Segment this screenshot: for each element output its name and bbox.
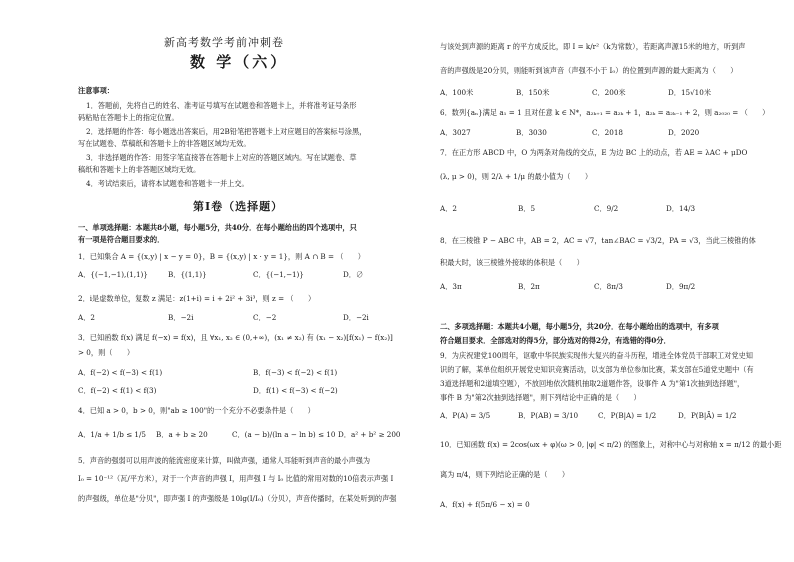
option-a[interactable]: A．{(−1,−1),(1,1)} [78,270,148,279]
question-2-options [78,313,403,323]
question-2: 2．i是虚数单位，复数 z 满足：z(1+i) = i + 2i² + 3i³，则 z = （ ） [78,294,316,303]
question-4: 4．已知 a > 0，b > 0，则"ab ≥ 100"的一个充分不必要条件是（ ） [78,406,315,415]
question-9: 9．为庆祝建党100周年，讴歌中华民族实现伟大复兴的奋斗历程，增进全体党员干部职工对党史知 [440,351,753,360]
option-a[interactable]: A．f(−2) < f(−3) < f(1) [78,368,163,377]
option-a[interactable]: A．2 [440,204,457,213]
notes-header: 注意事项： [78,86,114,95]
option-a[interactable]: A．100米 [440,88,474,97]
question-5-options [440,88,758,98]
option-b[interactable]: B．a + b ≥ 20 [156,430,208,439]
question-3-options [78,386,408,396]
section1-instructions: 有一项是符合题目要求的． [78,235,165,244]
question-6: 6．数列{aₙ}满足 a₁ = 1 且对任意 k ∈ N*，a₂ₖ₊₁ = a₂ₖ + 1，a₂ₖ = a₂ₖ₋₁ + 2，则 a₂₀₂₀ = （ ） [440,108,770,117]
question-8-options [440,282,742,292]
option-b[interactable]: B．−2i [168,313,194,322]
option-c[interactable]: C．f(−2) < f(1) < f(3) [78,386,157,395]
option-d[interactable]: D．f(1) < f(−3) < f(−2) [253,386,338,395]
question-5: I₀ = 10⁻¹²（瓦/平方米），对于一个声音的声强 I，用声强 I 与 I₀ 比值的常用对数的10倍表示声强 I [78,474,394,483]
option-c[interactable]: C．8π/3 [594,282,623,291]
question-1: 1．已知集合 A = {(x,y) | x − y = 0}，B = {(x,y) | x · y = 1}，则 A ∩ B = （ ） [78,252,365,261]
option-b[interactable]: B．5 [518,204,536,213]
option-c[interactable]: C．9/2 [594,204,619,213]
question-5: 5．声音的强弱可以用声波的能流密度来计算，叫做声强，通常人耳能听到声音的最小声强为 [78,456,371,465]
section2-instructions: 二、多项选择题：本题共4小题，每小题5分，共20分．在每小题给出的选项中，有多项 [440,322,719,331]
option-a[interactable]: A．P(A) = 3/5 [440,411,491,420]
question-6-options [440,128,744,138]
note-line: 写在试题卷、草稿纸和答题卡上的非答题区域均无效。 [78,139,251,148]
option-a[interactable]: A．3π [440,282,462,291]
option-d[interactable]: D．9π/2 [666,282,696,291]
option-a[interactable]: A．3027 [440,128,471,137]
option-b[interactable]: B．f(−3) < f(−2) < f(1) [253,368,338,377]
question-3-options [78,368,408,378]
question-4-options [78,430,416,440]
paper-title: 新高考数学考前冲刺卷 [164,36,284,49]
question-10: 离为 π/4，则下列结论正确的是（ ） [440,470,570,479]
note-line: 3．非选择题的作答：用签字笔直接答在答题卡上对应的答题区域内。写在试题卷、草 [86,153,357,162]
option-d[interactable]: D．14/3 [666,204,696,213]
question-7: 7．在正方形 ABCD 中，O 为两条对角线的交点，E 为边 BC 上的动点，若 AE = λAC + μDO [440,148,748,157]
section1-instructions: 一、单项选择题：本题共8小题，每小题5分，共40分．在每小题给出的四个选项中，只 [78,223,357,232]
question-7-options [440,204,742,214]
section2-instructions: 符合题目要求．全部选对的得5分，部分选对的得2分，有选错的得0分． [440,336,671,345]
option-d[interactable]: D．P(B|Ā) = 1/2 [678,411,737,420]
question-5-continued: 与该处到声源的距离 r 的平方成反比，即 I = k/r²（k为常数），若距离声源15米的地方，听到声 [440,42,746,51]
question-5: 的声强级，单位是"分贝"，即声强 I 的声强级是 10lg(I/I₀)（分贝），声音传播时，在某处听到的声强 [78,494,397,503]
section-title: 第Ⅰ卷（选择题） [193,200,284,213]
option-d[interactable]: D．−2i [343,313,369,322]
option-d[interactable]: D．∅ [343,270,364,279]
question-9: 事件 B 为"第2次抽到选择题"，则下列结论中正确的是（ ） [440,393,641,402]
option-d[interactable]: D．15√10米 [668,88,712,97]
note-line: 1．答题前，先将自己的姓名、准考证号填写在试题卷和答题卡上，并将准考证号条形 [86,101,357,110]
question-1-options [78,270,403,280]
option-d[interactable]: D．2020 [668,128,700,137]
question-9: 3道选择题和2道填空题），不放回地依次随机抽取2道题作答，设事件 A 为"第1次抽到选择题"， [440,379,745,388]
option-c[interactable]: C．{(−1,−1)} [253,270,304,279]
option-b[interactable]: B．150米 [516,88,550,97]
note-line: 码粘贴在答题卡上的指定位置。 [78,113,179,122]
option-c[interactable]: C．P(B|A) = 1/2 [598,411,657,420]
option-c[interactable]: C．−2 [253,313,277,322]
note-line: 4．考试结束后，请将本试题卷和答题卡一并上交。 [86,179,249,188]
option-c[interactable]: C．2018 [592,128,623,137]
option-b[interactable]: B．2π [518,282,540,291]
option-b[interactable]: B．3030 [516,128,547,137]
note-line: 2．选择题的作答：每小题选出答案后，用2B铅笔把答题卡上对应题目的答案标号涂黑， [86,127,367,136]
question-10-option-a[interactable]: A．f(x) + f(5π/6 − x) = 0 [440,500,530,509]
question-3: 3．已知函数 f(x) 满足 f(−x) = f(x)，且 ∀x₁, x₂ ∈ (0,+∞)，(x₁ ≠ x₂) 有 (x₁ − x₂)[f(x₁) − f(x₂)] [78,333,393,342]
question-3: > 0，则（ ） [78,348,135,357]
option-d[interactable]: D．a² + b² ≥ 200 [338,430,401,439]
option-c[interactable]: C．(a − b)/(ln a − ln b) ≤ 10 [232,430,336,439]
question-9-options [440,411,758,421]
note-line: 稿纸和答题卡上的非答题区域均无效。 [78,165,201,174]
question-9: 识的了解，某单位组织开展党史知识竞赛活动，以支部为单位参加比赛，某支部在5道党史题中（有 [440,365,754,374]
subject-title: 数 学（六） [190,53,289,71]
option-a[interactable]: A．2 [78,313,95,322]
question-7: (λ, μ > 0)，则 2/λ + 1/μ 的最小值为（ ） [440,172,593,181]
question-5-continued: 音的声强级是20分贝，则能听到该声音（声强不小于 I₀）的位置到声源的最大距离为（ ） [440,66,738,75]
option-a[interactable]: A．1/a + 1/b ≤ 1/5 [78,430,147,439]
question-10: 10．已知函数 f(x) = 2cos(ωx + φ)(ω > 0, |φ| < π/2) 的图象上，对称中心与对称轴 x = π/12 的最小距 [440,440,782,449]
option-c[interactable]: C．200米 [592,88,626,97]
question-8: 积最大时，该三棱锥外接球的体积是（ ） [440,258,584,267]
option-b[interactable]: B．{(1,1)} [168,270,207,279]
question-8: 8．在三棱锥 P − ABC 中，AB = 2，AC = √7，tan∠BAC = √3/2，PA = √3，当此三棱锥的体 [440,236,756,245]
option-b[interactable]: B．P(AB) = 3/10 [518,411,579,420]
